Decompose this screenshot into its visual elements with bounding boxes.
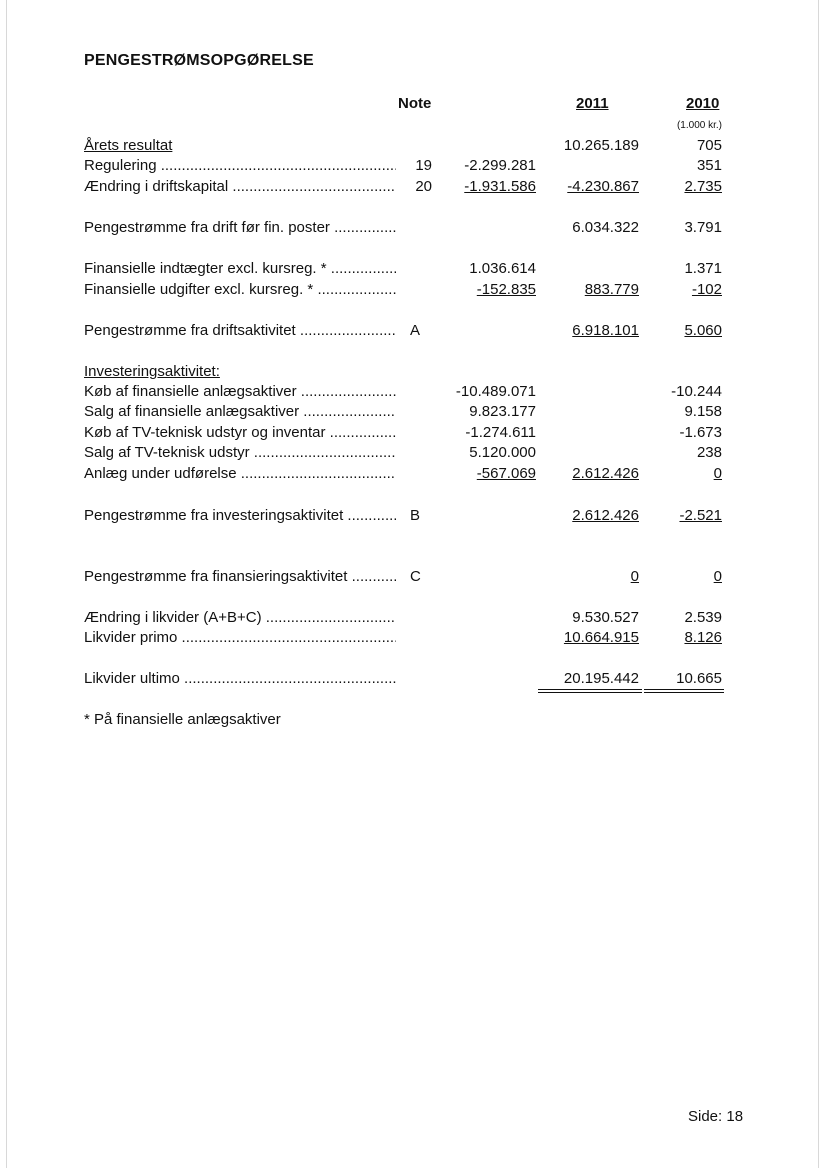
row-label: Pengestrømme fra driftsaktivitet ..... [84,321,396,341]
value-2010: 0 [713,465,722,482]
value-2010: -2.521 [679,507,722,524]
row-label: Anlæg under udførelse ..... [84,464,396,484]
value-detail: 9.823.177 [469,403,536,420]
note-ref: 20 [415,178,432,195]
value-2011: 9.530.527 [572,609,639,626]
double-underline-2010-top [644,689,724,690]
row-label: Salg af TV-teknisk udstyr ..... [84,443,396,463]
value-detail: 5.120.000 [469,444,536,461]
row-label: Pengestrømme fra finansieringsaktivitet ..... [84,567,396,587]
value-2011: 10.664.915 [563,629,639,646]
footnote: * På finansielle anlægsaktiver [84,711,281,728]
row-finansieringsaktivitet-total [0,567,825,587]
page-number: Side: 18 [688,1108,744,1125]
row-driftskapital [0,177,825,197]
value-2010: 238 [696,444,722,461]
row-label: Køb af TV-teknisk udstyr og inventar ..... [84,423,396,443]
value-2011: 10.265.189 [563,137,639,154]
value-2010: 1.371 [684,260,722,277]
double-underline-2011-bottom [538,692,642,693]
value-2011: 6.034.322 [572,219,639,236]
row-label: Likvider primo ..... [84,628,396,648]
row-label: Ændring i driftskapital ..... [84,177,396,197]
row-driftsaktivitet [0,321,825,341]
double-underline-2011-top [538,689,642,690]
value-2010: 0 [713,568,722,585]
row-anlaeg-under-udforelse [0,464,825,484]
row-label: Likvider ultimo ..... [84,669,396,689]
value-2010: -10.244 [671,383,722,400]
value-2010: 351 [696,157,722,174]
value-2010: 10.665 [676,670,722,687]
note-ref: C [410,568,421,585]
row-likvider-ultimo [0,669,825,689]
row-arets-resultat [0,136,825,156]
row-salg-tv-udstyr [0,443,825,463]
value-2010: -102 [691,281,722,298]
row-label: Regulering ..... [84,156,396,176]
row-likvider-primo [0,628,825,648]
unit-label: (1.000 kr.) [676,120,722,131]
year-2011-header: 2011 [576,95,609,112]
value-2010: 3.791 [684,219,722,236]
value-2011: 883.779 [584,281,639,298]
note-ref: B [410,507,421,524]
row-drift-for-fin [0,218,825,238]
value-2011: -4.230.867 [567,178,639,195]
row-fin-udgifter [0,280,825,300]
value-2010: 705 [696,137,722,154]
value-2010: -1.673 [679,424,722,441]
value-2010: 8.126 [684,629,722,646]
year-2010-header: 2010 [686,95,720,112]
value-detail: 1.036.614 [469,260,536,277]
value-detail: -152.835 [476,281,536,298]
document-title: PENGESTRØMSOPGØRELSE [84,52,314,69]
row-fin-indtaegter [0,259,825,279]
double-underline-2010-bottom [644,692,724,693]
row-label: Køb af finansielle anlægsaktiver ..... [84,382,396,402]
section-heading: Investeringsaktivitet: [84,363,220,380]
note-column-header: Note [398,95,432,112]
row-label: Finansielle udgifter excl. kursreg. * ..... [84,280,396,300]
row-label: Finansielle indtægter excl. kursreg. * ..... [84,259,396,279]
value-detail: -1.274.611 [465,424,536,441]
row-label: Pengestrømme fra drift før fin. poster ..... [84,218,396,238]
section-investeringsaktivitet [0,362,825,382]
row-kob-fin-anlaeg [0,382,825,402]
value-2010: 5.060 [684,322,722,339]
value-detail: -2.299.281 [464,157,536,174]
value-2011: 2.612.426 [572,507,639,524]
row-kob-tv-udstyr [0,423,825,443]
row-regulering [0,156,825,176]
value-2010: 2.735 [684,178,722,195]
note-ref: 19 [415,157,432,174]
row-investeringsaktivitet-total [0,506,825,526]
value-2010: 9.158 [684,403,722,420]
row-salg-fin-anlaeg [0,402,825,422]
value-2011: 20.195.442 [563,670,639,687]
value-2011: 2.612.426 [572,465,639,482]
value-detail: -567.069 [476,465,536,482]
value-2011: 0 [630,568,639,585]
row-label: Salg af finansielle anlægsaktiver ..... [84,402,396,422]
value-detail: -10.489.071 [455,383,536,400]
value-2010: 2.539 [684,609,722,626]
note-ref: A [410,322,421,339]
value-2011: 6.918.101 [572,322,639,339]
row-label: Årets resultat [84,137,173,154]
row-label: Pengestrømme fra investeringsaktivitet ..... [84,506,396,526]
row-label: Ændring i likvider (A+B+C) ..... [84,608,396,628]
row-aendring-likvider [0,608,825,628]
value-detail: -1.931.586 [464,178,536,195]
